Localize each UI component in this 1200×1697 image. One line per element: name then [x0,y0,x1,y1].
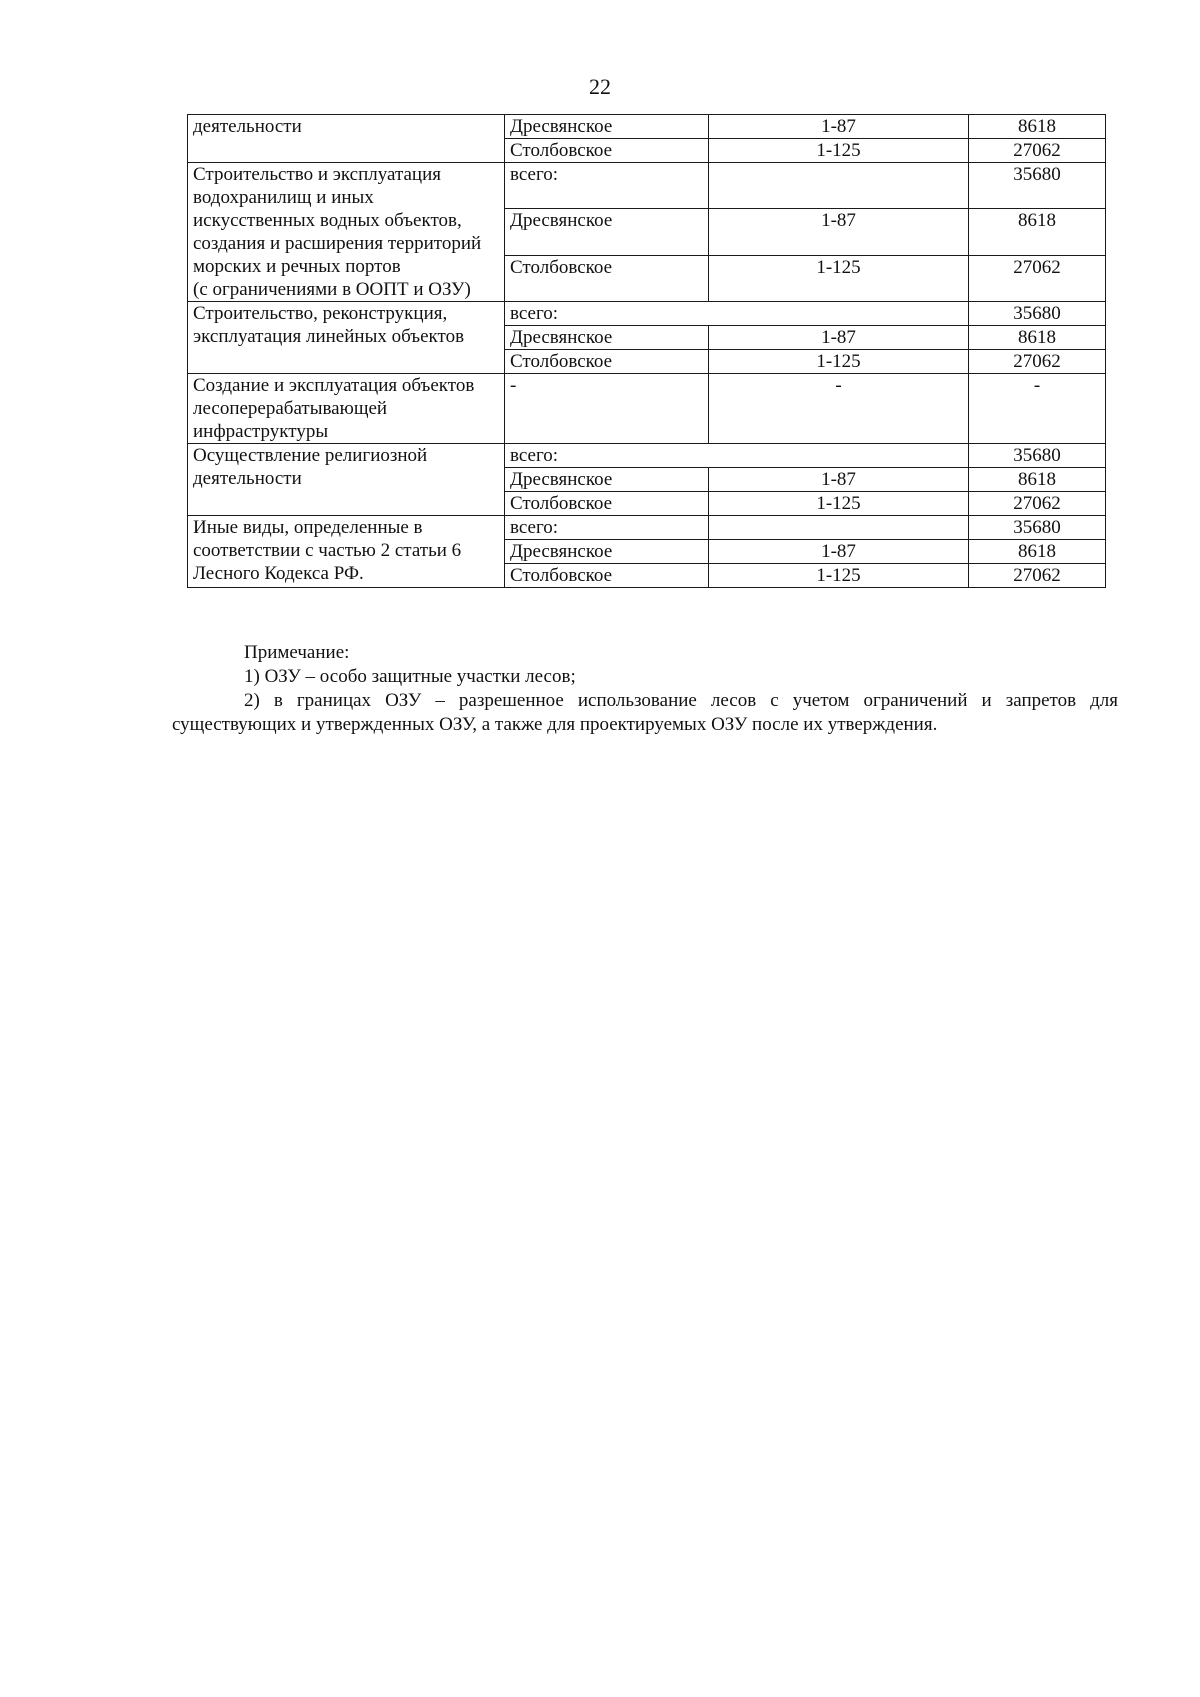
area-cell: 27062 [969,564,1106,588]
note-item-1: 1) ОЗУ – особо защитные участки лесов; [244,666,576,687]
table-row [188,115,1106,139]
forestry-cell: Столбовское [505,492,709,516]
area-cell: 35680 [969,444,1106,468]
area-cell: 27062 [969,350,1106,374]
forestry-cell: Столбовское [505,139,709,163]
area-cell: 35680 [969,516,1106,540]
table-row [188,444,1106,468]
forestry-cell: Дресвянское [505,209,709,255]
quarters-cell: 1-87 [709,540,969,564]
note-item-2: 2) в границах ОЗУ – разрешенное использование лесов с учетом ограничений и запретов для существующих и утвержденных ОЗУ, а также для проектируемых ОЗУ после их утверждения. [172,690,1118,735]
area-cell: 27062 [969,255,1106,301]
table-row [188,374,1106,444]
area-cell: - [969,374,1106,444]
activity-name-cell: Строительство и эксплуатация водохранилищ и иных искусственных водных объектов, создания и расширения территорий морских и речных портов (с ограничениями в ООПТ и ОЗУ) [188,163,505,302]
area-cell: 35680 [969,163,1106,209]
quarters-cell [709,163,969,209]
activity-name-cell: Осуществление религиозной деятельности [188,444,505,516]
activity-name-cell: деятельности [188,115,505,163]
note-title: Примечание: [244,642,350,663]
activity-name-cell: Иные виды, определенные в соответствии с частью 2 статьи 6 Лесного Кодекса РФ. [188,516,505,588]
page-number: 22 [589,74,611,99]
area-cell: 8618 [969,326,1106,350]
area-cell: 35680 [969,302,1106,326]
forestry-cell: всего: [505,163,709,209]
area-cell: 27062 [969,139,1106,163]
table-body [188,115,1106,588]
quarters-cell: 1-87 [709,468,969,492]
forestry-cell: всего: [505,516,709,540]
quarters-cell [709,516,969,540]
activity-name-cell: Строительство, реконструкция, эксплуатация линейных объектов [188,302,505,374]
area-cell: 8618 [969,209,1106,255]
quarters-cell: 1-87 [709,326,969,350]
forestry-cell: Дресвянское [505,468,709,492]
quarters-cell: 1-125 [709,139,969,163]
quarters-cell: 1-125 [709,564,969,588]
forestry-cell: Дресвянское [505,115,709,139]
quarters-cell: 1-125 [709,350,969,374]
forestry-cell: Столбовское [505,564,709,588]
total-label-cell: всего: [505,302,969,326]
table-row [188,163,1106,209]
forestry-cell: Столбовское [505,255,709,301]
activity-name-cell: Создание и эксплуатация объектов лесоперерабатывающей инфраструктуры [188,374,505,444]
area-cell: 27062 [969,492,1106,516]
note-block [172,641,1118,737]
quarters-cell: 1-87 [709,209,969,255]
forestry-cell: - [505,374,709,444]
forest-use-table [187,114,1106,588]
quarters-cell: 1-125 [709,492,969,516]
quarters-cell: - [709,374,969,444]
quarters-cell: 1-87 [709,115,969,139]
forestry-cell: Дресвянское [505,326,709,350]
table-row [188,302,1106,326]
area-cell: 8618 [969,540,1106,564]
forestry-cell: Дресвянское [505,540,709,564]
forestry-cell: Столбовское [505,350,709,374]
area-cell: 8618 [969,468,1106,492]
table-row [188,516,1106,540]
quarters-cell: 1-125 [709,255,969,301]
area-cell: 8618 [969,115,1106,139]
total-label-cell: всего: [505,444,969,468]
